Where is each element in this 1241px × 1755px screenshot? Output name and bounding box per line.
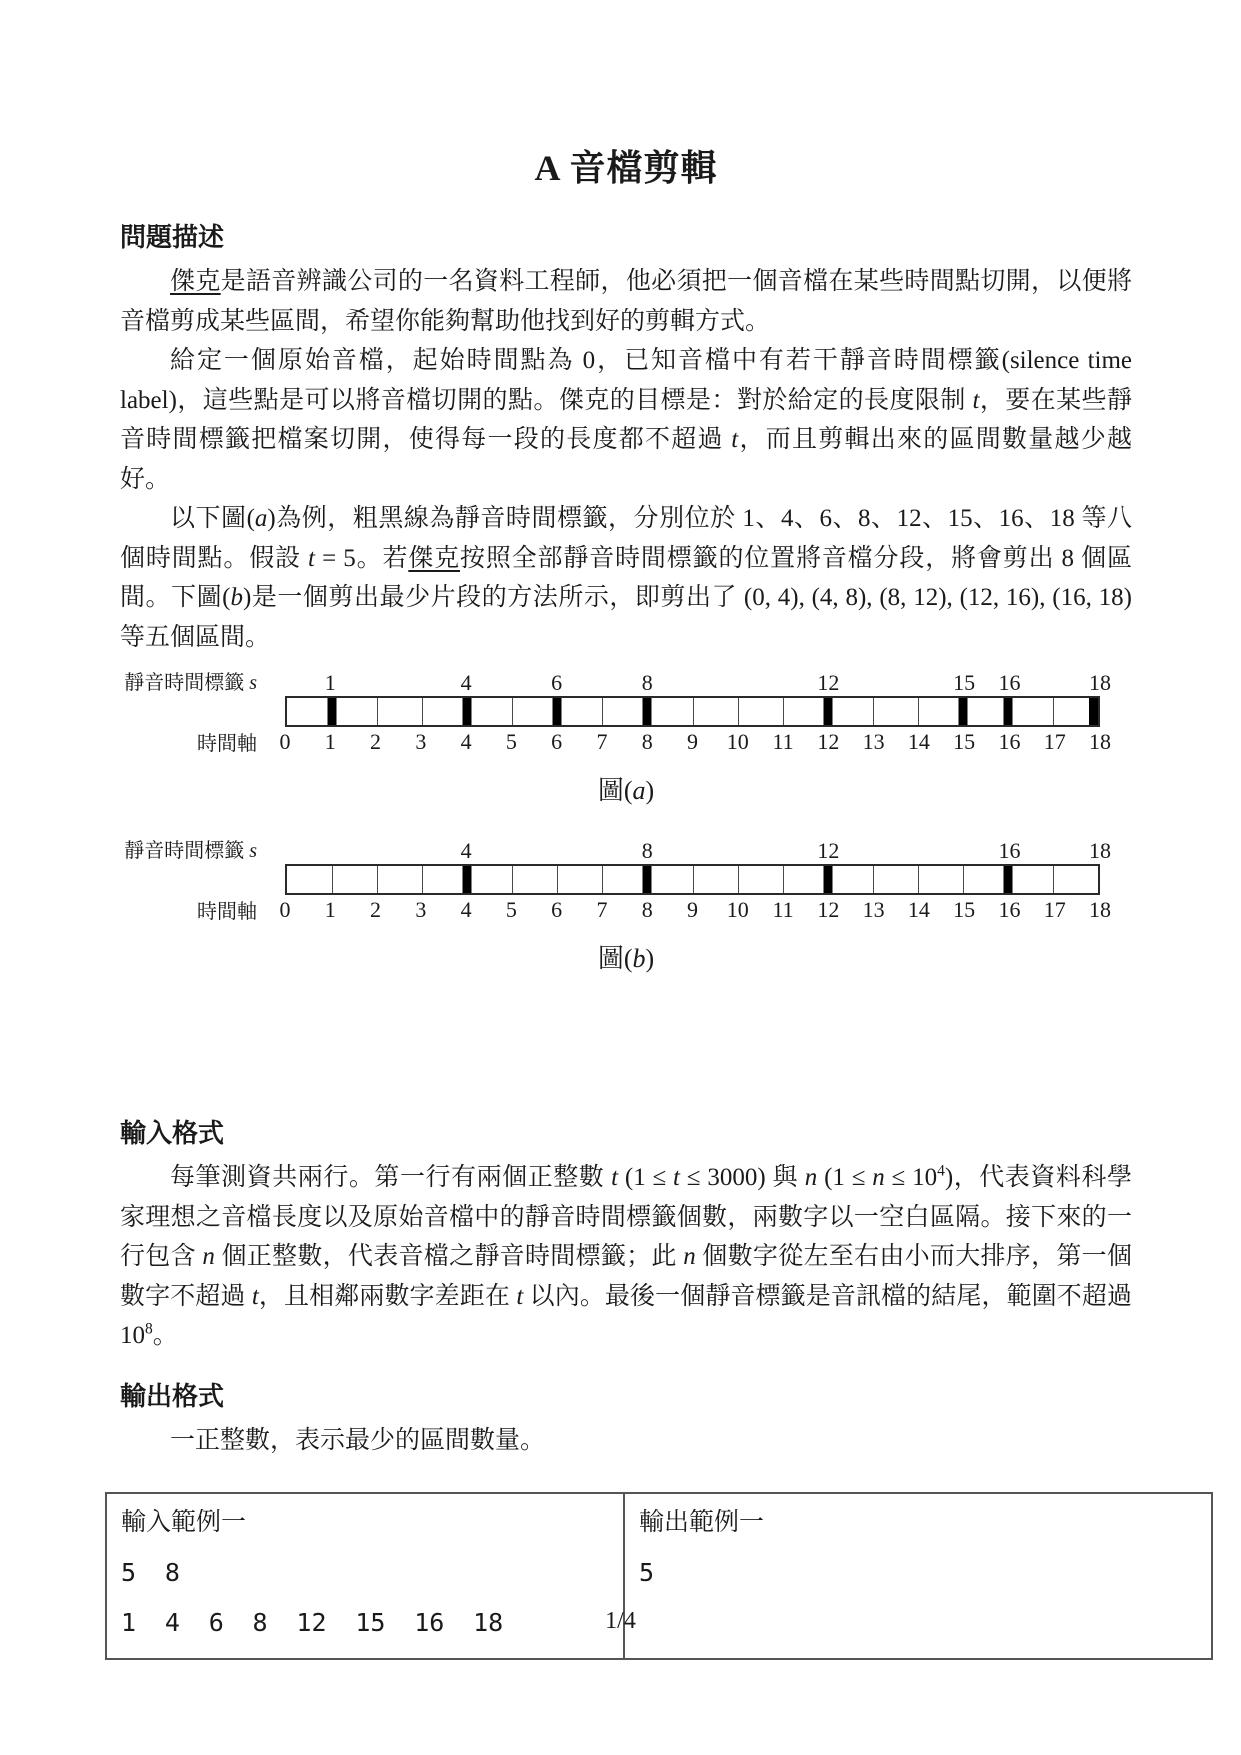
text-segment: ，而且剪輯出來的區間數量越少越好。: [120, 426, 1132, 493]
text-segment: 是語音辨識公司的一名資料工程師，他必須把一個音檔在某些時間點切開，以便將音檔剪成某些區間，希望你能夠幫助他找到好的剪輯方式。: [120, 268, 1132, 335]
input-format-heading: 輸入格式: [120, 1119, 225, 1148]
text-segment: ，要在某些靜音時間標籤把檔案切開，使得每一段的長度都不超過: [120, 386, 1132, 453]
formatted-text: t: [251, 1282, 259, 1310]
figure-b-top-labels: [285, 837, 1111, 864]
grid-line: [602, 866, 603, 893]
grid-line: [602, 698, 603, 725]
axis-tick-label: 0: [279, 897, 291, 922]
axis-tick-label: 4: [460, 897, 472, 922]
axis-tick-label: 15: [953, 897, 976, 922]
figure-b: [120, 837, 1132, 975]
formatted-text: n: [683, 1243, 696, 1270]
underlined-text: 傑克: [170, 268, 221, 295]
axis-tick-label: 14: [907, 729, 930, 754]
axis-tick-label: 10: [726, 897, 749, 922]
grid-line: [873, 698, 874, 725]
formatted-text: n: [202, 1243, 215, 1270]
silence-time-label: 18: [1089, 838, 1111, 863]
silence-time-label: 12: [817, 670, 840, 695]
silence-time-label: 6: [551, 670, 563, 695]
silence-mark: [463, 698, 472, 725]
text-segment: 按照全部靜音時間標籤的位置將音檔分段，將會剪出 8 個區間。下圖(: [120, 544, 1132, 611]
figure-b-top-row: [120, 837, 1132, 864]
text-segment: ): [645, 944, 655, 973]
axis-tick-label: 18: [1089, 729, 1111, 754]
formatted-text: a: [254, 505, 268, 532]
text-segment: ): [645, 776, 655, 805]
figure-a-caption: [120, 775, 1132, 807]
axis-tick-label: 5: [505, 897, 517, 922]
axis-tick-label: 15: [953, 729, 976, 754]
axis-tick-label: 11: [772, 729, 794, 754]
axis-tick-label: 18: [1089, 897, 1111, 922]
figure-b-timeline-bar: [285, 864, 1100, 895]
text-segment: 個正整數，代表音檔之靜音時間標籤；此: [214, 1243, 684, 1270]
grid-line: [512, 866, 513, 893]
axis-tick-label: 5: [505, 729, 517, 754]
figure-a-bar-row: [120, 696, 1132, 727]
grid-line: [873, 866, 874, 893]
axis-tick-label: 7: [596, 897, 608, 922]
text-segment: 時間軸: [197, 901, 257, 923]
silence-mark: [1003, 698, 1012, 725]
silence-mark: [823, 866, 832, 893]
grid-line: [1053, 866, 1054, 893]
figure-a-axis-row: [120, 727, 1132, 757]
text-segment: ≤ 10: [884, 1164, 938, 1191]
example-output-line-1: 5: [639, 1558, 655, 1587]
silence-mark: [463, 866, 472, 893]
axis-tick-label: 14: [907, 897, 930, 922]
text-segment: 給定一個原始音檔，起始時間點為 0，已知音檔中有若干靜音時間標籤(silence time label)，這些點是可以將音檔切開的點。傑克的目標是：對於給定的長度限制: [120, 347, 1132, 414]
time-axis-title: [120, 899, 285, 925]
axis-tick-label: 17: [1043, 897, 1066, 922]
silence-time-label: 4: [460, 838, 472, 863]
axis-tick-label: 2: [370, 897, 382, 922]
formatted-text: s: [249, 672, 257, 694]
silence-time-label: 15: [953, 670, 976, 695]
formatted-text: a: [632, 776, 646, 805]
text-segment: 一正整數，表示最少的區間數量。: [170, 1426, 546, 1454]
problem-paragraph-3: [120, 499, 1132, 657]
axis-tick-label: 6: [551, 729, 563, 754]
formatted-text: t: [611, 1164, 619, 1191]
text-segment: (1 ≤: [817, 1164, 873, 1191]
axis-tick-label: 17: [1043, 729, 1066, 754]
formatted-text: b: [632, 944, 646, 973]
axis-tick-label: 10: [726, 729, 749, 754]
figure-a-top-labels: [285, 669, 1111, 696]
example-input-line-1: 5 8: [121, 1558, 180, 1587]
axis-tick-label: 3: [415, 897, 427, 922]
text-segment: 圖(: [597, 776, 633, 805]
figure-a-top-row: [120, 669, 1132, 696]
grid-line: [783, 866, 784, 893]
silence-label-title: [120, 670, 285, 696]
text-segment: ，且相鄰兩數字差距在: [258, 1282, 517, 1310]
example-input-header: 輸入範例一: [121, 1509, 247, 1536]
silence-time-label: 4: [460, 670, 472, 695]
grid-line: [1053, 698, 1054, 725]
axis-tick-label: 2: [370, 729, 382, 754]
problem-paragraph-2: [120, 341, 1132, 499]
axis-tick-label: 11: [772, 897, 794, 922]
grid-line: [738, 698, 739, 725]
silence-time-label: 16: [998, 838, 1021, 863]
silence-mark: [1089, 698, 1098, 725]
grid-line: [963, 866, 964, 893]
text-segment: 以下圖(: [170, 505, 255, 532]
axis-tick-label: 8: [641, 729, 653, 754]
text-segment: )為例，粗黑線為靜音時間標籤，分別位於 1、4、6、8、12、15、16、18 等八個時間點。假設: [120, 505, 1132, 572]
example-input-line-2: 1 4 6 8 12 15 16 18: [121, 1608, 504, 1637]
text-segment: 靜音時間標籤: [124, 840, 250, 862]
text-segment: )，代表資料科學家理想之音檔長度以及原始音檔中的靜音時間標籤個數，兩數字以一空白區隔。接下來的一行包含: [120, 1164, 1132, 1270]
figure-b-axis-labels: [279, 895, 1111, 925]
silence-mark: [643, 866, 652, 893]
silence-time-label: 1: [324, 670, 336, 695]
figure-b-bar-row: [120, 864, 1132, 895]
formatted-text: 4: [937, 1162, 945, 1180]
figure-a-axis-labels: [279, 727, 1111, 757]
axis-tick-label: 6: [551, 897, 563, 922]
grid-line: [512, 698, 513, 725]
axis-tick-label: 16: [998, 897, 1021, 922]
grid-line: [332, 866, 333, 893]
grid-line: [918, 698, 919, 725]
axis-tick-label: 16: [998, 729, 1021, 754]
formatted-text: n: [804, 1164, 818, 1191]
axis-tick-label: 13: [862, 729, 885, 754]
grid-line: [738, 866, 739, 893]
input-format-paragraph: [120, 1158, 1132, 1356]
example-output-header: 輸出範例一: [639, 1509, 765, 1536]
formatted-text: 8: [145, 1320, 153, 1338]
axis-tick-label: 12: [817, 729, 840, 754]
formatted-text: t: [308, 544, 315, 572]
formatted-text: t: [972, 386, 980, 414]
axis-tick-label: 7: [596, 729, 608, 754]
page-title: A 音檔剪輯: [534, 148, 718, 188]
grid-line: [783, 698, 784, 725]
axis-tick-label: 13: [862, 897, 885, 922]
problem-description-heading: 問題描述: [120, 223, 225, 252]
text-segment: 每筆測資共兩行。第一行有兩個正整數: [170, 1164, 612, 1191]
silence-mark: [643, 698, 652, 725]
formatted-text: b: [230, 584, 243, 611]
silence-time-label: 8: [641, 838, 653, 863]
grid-line: [557, 866, 558, 893]
grid-line: [422, 698, 423, 725]
page-number: 1/4: [605, 1608, 636, 1634]
figure-a: [120, 669, 1132, 807]
grid-line: [422, 866, 423, 893]
formatted-text: n: [872, 1164, 885, 1191]
figure-a-timeline-bar: [285, 696, 1100, 727]
axis-tick-label: 0: [279, 729, 291, 754]
output-format-paragraph: [120, 1421, 1132, 1461]
figure-b-caption: [120, 943, 1132, 975]
text-segment: 。: [152, 1322, 178, 1349]
grid-line: [377, 698, 378, 725]
underlined-text: 傑克: [408, 544, 460, 572]
formatted-text: t: [731, 426, 739, 453]
grid-line: [693, 698, 694, 725]
axis-tick-label: 12: [817, 897, 840, 922]
silence-mark: [553, 698, 562, 725]
text-segment: = 5。若: [314, 544, 409, 572]
text-segment: 時間軸: [197, 733, 257, 755]
formatted-text: t: [516, 1282, 524, 1310]
silence-mark: [328, 698, 337, 725]
text-segment: ≤ 3000) 與: [680, 1164, 805, 1191]
axis-tick-label: 9: [687, 729, 698, 754]
figure-b-axis-row: [120, 895, 1132, 925]
silence-time-label: 16: [998, 670, 1021, 695]
axis-tick-label: 8: [641, 897, 653, 922]
text-segment: 靜音時間標籤: [124, 672, 250, 694]
grid-line: [918, 866, 919, 893]
text-segment: 圖(: [597, 944, 633, 973]
grid-line: [693, 866, 694, 893]
formatted-text: t: [673, 1164, 680, 1191]
silence-mark: [958, 698, 967, 725]
silence-mark: [1003, 866, 1012, 893]
silence-mark: [823, 698, 832, 725]
axis-tick-label: 3: [415, 729, 427, 754]
formatted-text: s: [249, 840, 257, 862]
text-segment: 以內。最後一個靜音標籤是音訊檔的結尾，範圍不超過 10: [120, 1282, 1132, 1349]
grid-line: [377, 866, 378, 893]
axis-tick-label: 1: [324, 897, 336, 922]
axis-tick-label: 9: [687, 897, 698, 922]
silence-time-label: 8: [641, 670, 653, 695]
output-format-heading: 輸出格式: [120, 1381, 225, 1411]
text-segment: (1 ≤: [618, 1164, 674, 1191]
text-segment: 個數字從左至右由小而大排序，第一個數字不超過: [120, 1243, 1132, 1310]
axis-tick-label: 1: [324, 729, 336, 754]
silence-label-title: [120, 838, 285, 864]
problem-paragraph-1: [120, 262, 1132, 341]
text-segment: )是一個剪出最少片段的方法所示，即剪出了 (0, 4), (4, 8), (8, 12), (12, 16), (16, 18) 等五個區間。: [120, 584, 1132, 651]
silence-time-label: 18: [1089, 670, 1111, 695]
silence-time-label: 12: [817, 838, 840, 863]
axis-tick-label: 4: [460, 729, 472, 754]
time-axis-title: [120, 731, 285, 757]
